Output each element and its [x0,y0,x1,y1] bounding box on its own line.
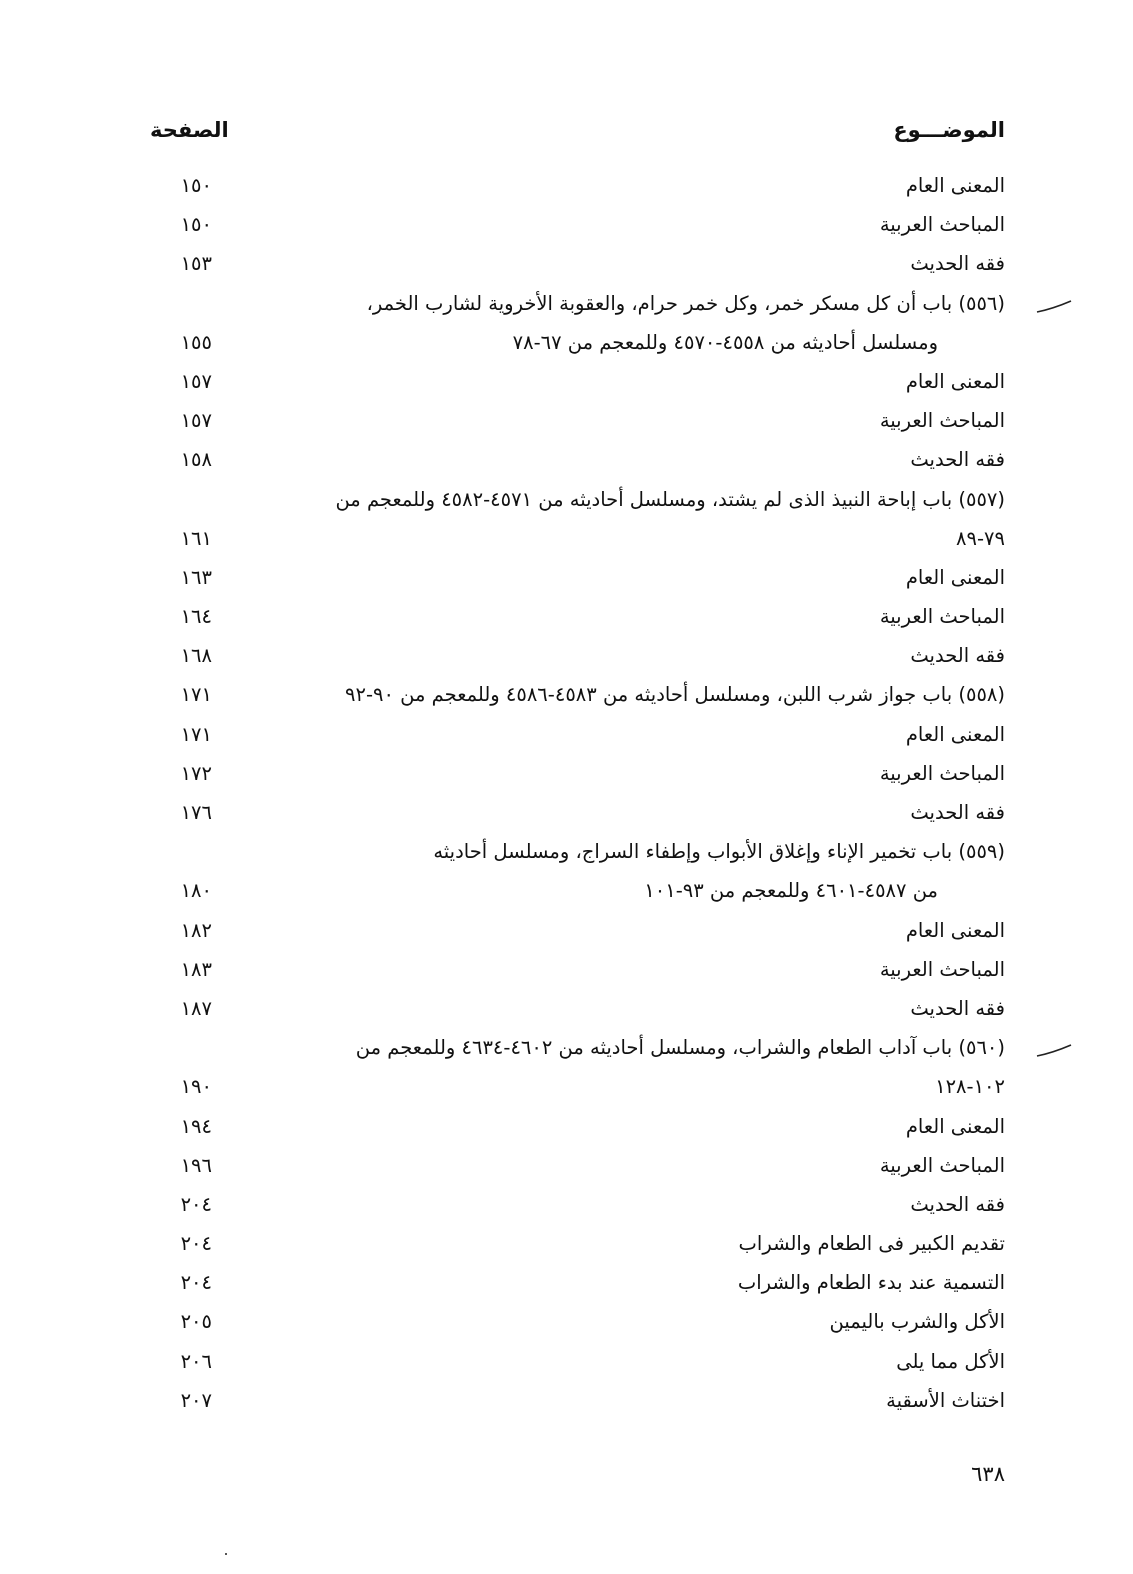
toc-topic: المباحث العربية [879,761,1005,785]
toc-topic: (٥٦٠) باب آداب الطعام والشراب، ومسلسل أحاديثه من ٤٦٠٢-٤٦٣٤ وللمعجم من [355,1036,1005,1060]
toc-page-number: ١٧١ [180,722,212,746]
toc-row [0,366,1133,405]
toc-row [0,954,1133,993]
toc-topic: فقه الحديث [910,996,1005,1020]
toc-page-number: ٢٠٤ [180,1271,212,1295]
toc-topic: المعنى العام [905,918,1005,942]
toc-row [0,288,1133,327]
toc-row [0,915,1133,954]
page-column-header: الصفحة [150,118,229,142]
toc-page-number: ١٥٧ [180,409,212,433]
toc-row [0,836,1133,875]
toc-row [0,1346,1133,1385]
toc-row [0,1306,1133,1345]
toc-page-number: ٢٠٤ [180,1192,212,1216]
scan-speck [225,1553,227,1555]
toc-topic: الأكل والشرب باليمين [829,1310,1005,1334]
toc-topic: المباحث العربية [879,957,1005,981]
toc-row [0,444,1133,483]
table-of-contents [0,170,1133,1424]
toc-topic: فقه الحديث [910,644,1005,668]
toc-row [0,1189,1133,1228]
toc-row [0,562,1133,601]
toc-row [0,758,1133,797]
toc-page-number: ١٨٠ [180,879,212,903]
toc-page-number: ١٧٢ [180,761,212,785]
toc-topic: فقه الحديث [910,1192,1005,1216]
toc-topic: المباحث العربية [879,409,1005,433]
toc-page-number: ٢٠٧ [180,1388,212,1412]
toc-topic: الأكل مما يلى [896,1349,1005,1373]
toc-page-number: ١٥٠ [180,213,212,237]
toc-row [0,209,1133,248]
toc-topic: (٥٥٨) باب جواز شرب اللبن، ومسلسل أحاديثه من ٤٥٨٣-٤٥٨٦ وللمعجم من ٩٠-٩٢ [344,683,1005,707]
toc-page-number: ١٦١ [180,526,212,550]
toc-row [0,1267,1133,1306]
toc-topic: تقديم الكبير فى الطعام والشراب [738,1232,1005,1256]
toc-topic: ٧٩-٨٩ [956,526,1005,550]
toc-topic: المباحث العربية [879,213,1005,237]
toc-topic: (٥٥٧) باب إباحة النبيذ الذى لم يشتد، ومسلسل أحاديثه من ٤٥٧١-٤٥٨٢ وللمعجم من [335,487,1005,511]
toc-topic: من ٤٥٨٧-٤٦٠١ وللمعجم من ٩٣-١٠١ [644,879,938,903]
toc-page-number: ١٩٤ [180,1114,212,1138]
toc-row [0,601,1133,640]
toc-row [0,875,1133,914]
toc-row [0,1150,1133,1189]
toc-page-number: ١٨٢ [180,918,212,942]
toc-topic: ومسلسل أحاديثه من ٤٥٥٨-٤٥٧٠ وللمعجم من ٦٧-٧٨ [512,330,938,354]
toc-topic: المباحث العربية [879,1153,1005,1177]
handwritten-mark-icon [1035,298,1073,316]
toc-topic: التسمية عند بدء الطعام والشراب [737,1271,1005,1295]
toc-page-number: ١٦٨ [180,644,212,668]
toc-row [0,170,1133,209]
toc-row [0,405,1133,444]
toc-topic: فقه الحديث [910,801,1005,824]
toc-topic: اختناث الأسقية [886,1388,1005,1412]
toc-topic: المعنى العام [905,565,1005,589]
toc-topic: المعنى العام [905,174,1005,197]
toc-row [0,1228,1133,1267]
toc-page-number: ١٨٣ [180,957,212,981]
toc-row [0,679,1133,718]
toc-topic: (٥٥٩) باب تخمير الإناء وإغلاق الأبواب وإطفاء السراج، ومسلسل أحاديثه [433,840,1005,864]
toc-topic: المباحث العربية [879,605,1005,629]
toc-row [0,1111,1133,1150]
toc-topic: المعنى العام [905,722,1005,746]
toc-row [0,1385,1133,1424]
toc-page-number: ١٨٧ [180,996,212,1020]
toc-page-number: ١٩٠ [180,1075,212,1099]
topic-column-header: الموضـــوع [893,118,1005,142]
toc-topic: (٥٥٦) باب أن كل مسكر خمر، وكل خمر حرام، والعقوبة الأخروية لشارب الخمر، [366,291,1005,315]
toc-page-number: ٢٠٥ [180,1310,212,1334]
toc-page-number: ١٥٧ [180,369,212,393]
toc-row [0,1032,1133,1071]
toc-page-number: ١٧٦ [180,801,212,824]
toc-page-number: ١٩٦ [180,1153,212,1177]
toc-row [0,248,1133,287]
toc-page-number: ٢٠٦ [180,1349,212,1373]
toc-page-number: ١٥٠ [180,174,212,197]
toc-page-number: ١٧١ [180,683,212,707]
toc-topic: فقه الحديث [910,252,1005,276]
toc-row [0,523,1133,562]
toc-page-number: ١٥٨ [180,448,212,472]
toc-topic: المعنى العام [905,1114,1005,1138]
toc-row [0,797,1133,836]
toc-page-number: ١٥٣ [180,252,212,276]
toc-topic: ١٠٢-١٢٨ [935,1075,1005,1099]
toc-row [0,719,1133,758]
page-number: ٦٣٨ [971,1462,1005,1486]
toc-topic: المعنى العام [905,369,1005,393]
toc-row [0,484,1133,523]
toc-row [0,327,1133,366]
toc-page-number: ١٥٥ [180,330,212,354]
toc-row [0,1071,1133,1110]
toc-page-number: ١٦٤ [180,605,212,629]
toc-topic: فقه الحديث [910,448,1005,472]
toc-row [0,640,1133,679]
toc-page-number: ٢٠٤ [180,1232,212,1256]
toc-row [0,993,1133,1032]
toc-page-number: ١٦٣ [180,565,212,589]
handwritten-mark-icon [1035,1042,1073,1060]
